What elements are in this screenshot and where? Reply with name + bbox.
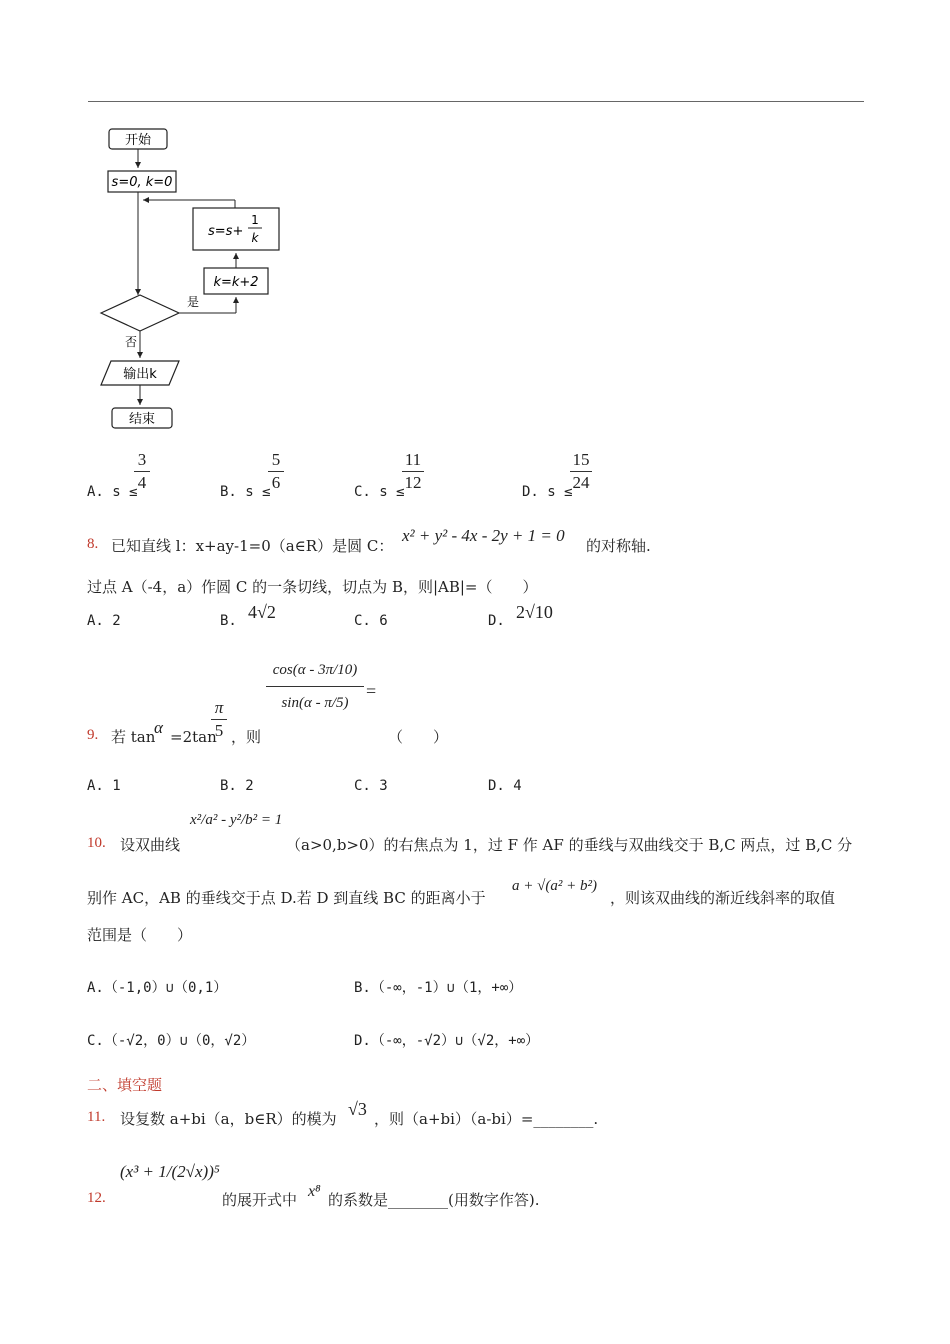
flow-end-label: 结束 (128, 412, 156, 427)
q10-distance-expr: a + √(a² + b²) (512, 878, 597, 894)
flow-output-label: 输出k (123, 367, 157, 382)
q10-text-4: ，则该双曲线的渐近线斜率的取值 (610, 889, 836, 907)
q12-x8: x⁸ (308, 1183, 321, 1200)
q9-option-b: B. 2 (220, 778, 254, 794)
q8-circle-equation: x² + y² - 4x - 2y + 1 = 0 (402, 526, 565, 545)
q12-text-1: 的展开式中 (222, 1191, 298, 1209)
q8-option-b: B. (220, 613, 237, 629)
flow-update-s-num: 1 (251, 213, 259, 227)
q7-option-d-label: D. s ≤ (522, 484, 573, 500)
q7-option-c-label: C. s ≤ (354, 484, 405, 500)
q8-option-b-expr: 4√2 (248, 602, 276, 622)
q7-option-a-label: A. s ≤ (87, 484, 138, 500)
flow-update-s-prefix: s=s+ (208, 224, 244, 239)
q8-option-d: D. (488, 613, 505, 629)
q8-option-a: A. 2 (87, 613, 121, 629)
q11-text-2: ，则（a+bi）（a-bi）=________. (374, 1110, 599, 1128)
q10-option-b: B.（-∞，-1）∪（1，+∞） (354, 980, 523, 996)
flow-update-k-label: k=k+2 (213, 275, 259, 290)
q8-option-d-expr: 2√10 (516, 602, 553, 622)
section-fill-in-title: 二、填空题 (87, 1076, 163, 1094)
flow-yes-label: 是 (187, 295, 200, 309)
q9-option-a: A. 1 (87, 778, 121, 794)
q8-text-2: 的对称轴. (586, 537, 651, 555)
flow-no-label: 否 (125, 335, 138, 349)
q8-text-1: 已知直线 l：x+ay-1=0（a∈R）是圆 C： (111, 537, 394, 555)
q7-option-b-frac: 5 6 (268, 450, 284, 493)
q9-number: 9. (87, 727, 99, 743)
q9-equals: = (366, 681, 377, 701)
q10-text-5: 范围是（ ） (87, 926, 193, 944)
q8-option-c: C. 6 (354, 613, 388, 629)
q10-option-d: D.（-∞，-√2）∪（√2，+∞） (354, 1033, 540, 1049)
flow-start-label: 开始 (124, 133, 152, 148)
q10-number: 10. (87, 835, 106, 851)
q8-text-3: 过点 A（-4，a）作圆 C 的一条切线，切点为 B，则|AB|=（ ） (87, 578, 538, 596)
q9-text-3: ，则 (231, 728, 262, 746)
q9-option-c: C. 3 (354, 778, 388, 794)
q7-option-d-frac: 15 24 (570, 450, 592, 493)
q12-number: 12. (87, 1190, 106, 1206)
q9-text-2: =2tan (170, 728, 217, 746)
flowchart (95, 120, 295, 435)
q10-hyperbola: x²/a² - y²/b² = 1 (190, 812, 283, 828)
q10-text-1: 设双曲线 (120, 836, 181, 854)
flow-init-label: s=0, k=0 (111, 175, 173, 190)
q9-pi-over-5: π 5 (211, 698, 227, 741)
q9-alpha: α (154, 718, 163, 737)
q7-option-c-frac: 11 12 (402, 450, 424, 493)
q11-modulus: √3 (348, 1099, 367, 1119)
q10-text-3: 别作 AC，AB 的垂线交于点 D.若 D 到直线 BC 的距离小于 (87, 889, 486, 907)
q11-text-1: 设复数 a+bi（a，b∈R）的模为 (120, 1110, 337, 1128)
q9-expression: cos(α - 3π/10) sin(α - π/5) (266, 660, 364, 713)
q9-text-1: 若 tan (111, 728, 156, 746)
flow-decision (101, 295, 179, 331)
q12-text-2: 的系数是________(用数字作答). (328, 1191, 540, 1209)
q10-option-c: C.（-√2，0）∪（0，√2） (87, 1033, 256, 1049)
q10-text-2: （a>0,b>0）的右焦点为 1，过 F 作 AF 的垂线与双曲线交于 B,C 两点，过 B,C 分 (286, 836, 853, 854)
flow-update-s-den: k (251, 231, 259, 245)
header-rule (88, 101, 864, 102)
q7-option-b-label: B. s ≤ (220, 484, 271, 500)
q10-option-a: A.（-1,0）∪（0,1） (87, 980, 228, 996)
q9-answer-paren: （ ） (388, 728, 449, 746)
q12-binomial-expr: (x³ + 1/(2√x))⁵ (120, 1162, 220, 1181)
q8-number: 8. (87, 536, 99, 552)
q11-number: 11. (87, 1109, 106, 1125)
q9-option-d: D. 4 (488, 778, 522, 794)
q7-option-a-frac: 3 4 (134, 450, 150, 493)
